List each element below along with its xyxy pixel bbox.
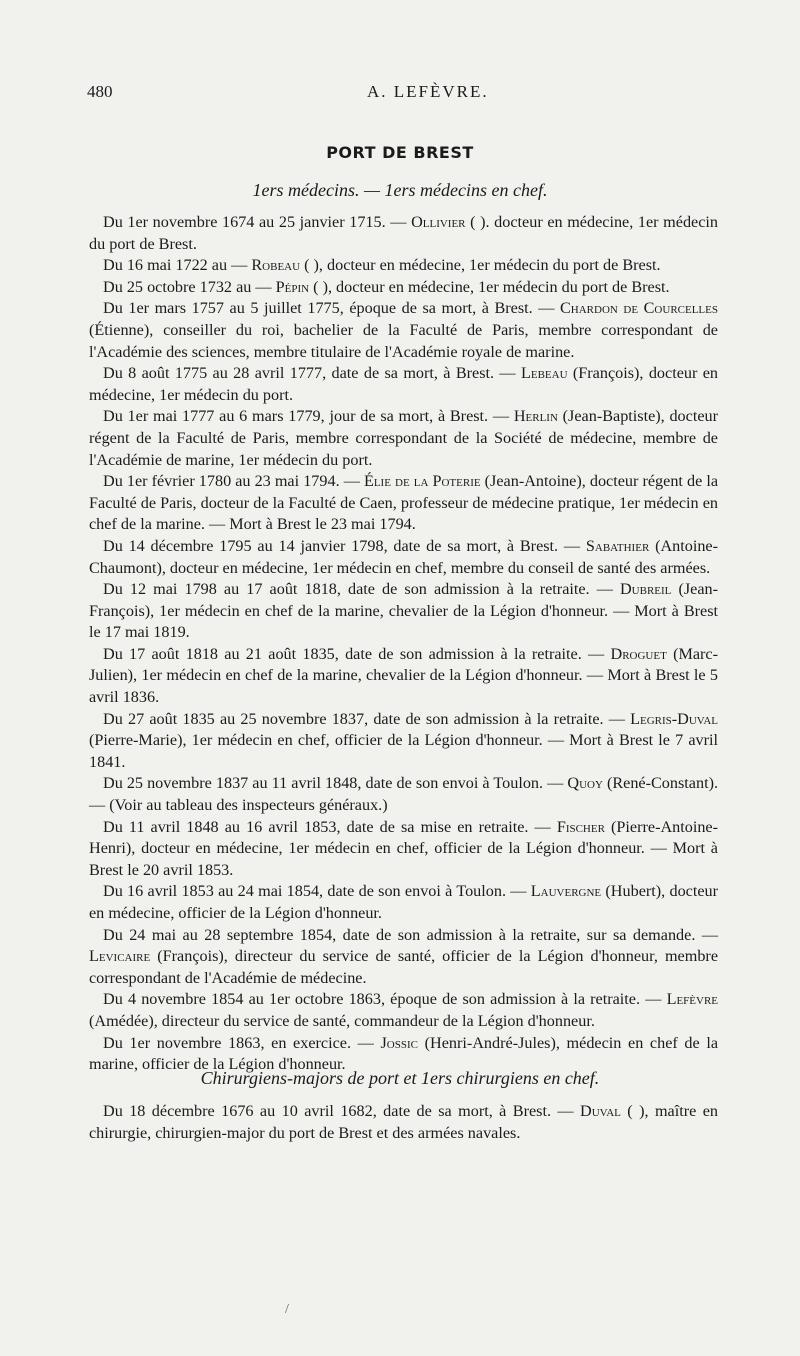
entry-date: Du 16 avril 1853 au 24 mai 1854, date de son envoi à Toulon.	[103, 882, 506, 901]
entry-name: Fischer	[556, 817, 605, 836]
entry-date: Du 1er novembre 1863, en exercice.	[103, 1033, 352, 1052]
list-item: Du 18 décembre 1676 au 10 avril 1682, date de sa mort, à Brest. — Duval ( ), maître en chirurgie, chirurgien-major du port de Brest et des armées navales.	[89, 1102, 719, 1142]
entry-text: (François), docteur en médecine, 1er médecin du port.	[89, 364, 718, 404]
entry-date: Du 17 août 1818 au 21 août 1835, date de son admission à la retraite.	[103, 644, 582, 663]
entry-name: Legris-Duval	[630, 709, 718, 728]
entry-name: Robeau	[251, 256, 301, 275]
entry-name: Lefèvre	[666, 990, 719, 1009]
subtitle-physicians: 1ers médecins. — 1ers médecins en chef.	[252, 180, 548, 200]
entry-name: Ollivier	[411, 213, 466, 231]
list-item: Du 1er mai 1777 au 6 mars 1779, jour de sa mort, à Brest. — Herlin (Jean-Baptiste), docteur régent de la Faculté de Paris, membre correspondant de la Société de médecine, membre de l'Académie de marine, 1er médecin du port.	[89, 407, 719, 469]
entry-text: (Amédée), directeur du service de santé, commandeur de la Légion d'honneur.	[89, 1011, 595, 1030]
entry-text: (François), directeur du service de santé, officier de la Légion d'honneur, membre correspondant de l'Académie de médecine.	[89, 947, 719, 987]
entry-name: Pépin	[275, 277, 310, 296]
entry-name: Lauvergne	[530, 882, 602, 901]
list-item: Du 4 novembre 1854 au 1er octobre 1863, époque de son admission à la retraite. — Lefèvre (Amédée), directeur du service de santé, commandeur de la Légion d'honneur.	[89, 990, 719, 1030]
running-head: A. LEFÈVRE.	[367, 82, 489, 101]
entry-date: Du 14 décembre 1795 au 14 janvier 1798, date de sa mort, à Brest.	[103, 536, 559, 555]
list-item: Du 25 octobre 1732 au — Pépin ( ), docteur en médecine, 1er médecin du port de Brest.	[103, 277, 670, 296]
entry-text: (Pierre-Marie), 1er médecin en chef, officier de la Légion d'honneur. — Mort à Brest le 7 avril 1841.	[89, 731, 718, 771]
entry-text: ( ). docteur en médecine, 1er médecin du port de Brest.	[89, 213, 718, 253]
entry-text: (Hubert), docteur en médecine, officier de la Légion d'honneur.	[89, 882, 719, 922]
entry-text: (Jean-Antoine), docteur régent de la Faculté de Paris, docteur de la Faculté de Caen, professeur de médecine pratique, 1er médecin en chef de la marine. — Mort à Brest le 23 mai 1794.	[89, 472, 719, 534]
entry-text: (Henri-André-Jules), médecin en chef de la marine, officier de la Légion d'honneur.	[89, 1033, 719, 1074]
section-title: PORT DE BREST	[326, 143, 474, 162]
list-item: Du 14 décembre 1795 au 14 janvier 1798, date de sa mort, à Brest. — Sabathier (Antoine-Chaumont), docteur en médecine, 1er médecin en chef, membre du conseil de santé des armées.	[89, 536, 719, 577]
entry-name: Droguet	[610, 644, 667, 663]
entry-text: ( ), docteur en médecine, 1er médecin du port de Brest.	[304, 256, 661, 275]
page-number: 480	[87, 82, 113, 101]
entry-name: Sabathier	[585, 536, 650, 555]
list-item: Du 25 novembre 1837 au 11 avril 1848, date de son envoi à Toulon. — Quoy (René-Constant). — (Voir au tableau des inspecteurs généraux.)	[89, 774, 719, 815]
entry-name: Herlin	[513, 407, 558, 426]
entry-text: (Jean-Baptiste), docteur régent de la Faculté de Paris, membre correspondant de la Société de médecine, membre de l'Académie de marine, 1er médecin du port.	[89, 407, 719, 469]
entry-date: Du 8 août 1775 au 28 avril 1777, date de sa mort, à Brest.	[103, 364, 495, 383]
list-item: Du 16 mai 1722 au — Robeau ( ), docteur en médecine, 1er médecin du port de Brest.	[103, 256, 661, 275]
entry-date: Du 11 avril 1848 au 16 avril 1853, date de sa mise en retraite.	[103, 817, 529, 836]
list-item: Du 1er novembre 1863, en exercice. — Jossic (Henri-André-Jules), médecin en chef de la marine, officier de la Légion d'honneur.	[89, 1033, 719, 1074]
entry-date: Du 1er novembre 1674 au 25 janvier 1715.	[103, 213, 386, 231]
entry-name: Élie de la Poterie	[363, 472, 481, 491]
entry-date: Du 4 novembre 1854 au 1er octobre 1863, époque de son admission à la retraite.	[103, 990, 641, 1009]
list-item: Du 1er mars 1757 au 5 juillet 1775, époque de sa mort, à Brest. — Chardon de Courcelles (Étienne), conseiller du roi, bachelier de la Faculté de Paris, membre correspondant de l'Académie des sciences, membre titulaire de l'Académie royale de marine.	[89, 299, 718, 361]
list-item: Du 12 mai 1798 au 17 août 1818, date de son admission à la retraite. — Dubreil (Jean-François), 1er médecin en chef de la marine, chevalier de la Légion d'honneur. — Mort à Brest le 17 mai 1819.	[89, 580, 719, 642]
entry-date: Du 1er mai 1777 au 6 mars 1779, jour de sa mort, à Brest.	[103, 407, 489, 426]
entry-text: ( ), docteur en médecine, 1er médecin du port de Brest.	[313, 277, 670, 296]
list-item: Du 17 août 1818 au 21 août 1835, date de son admission à la retraite. — Droguet (Marc-Julien), 1er médecin en chef de la marine, chevalier de la Légion d'honneur. — Mort à Brest le 5 avril 1836.	[89, 644, 719, 707]
list-item: Du 27 août 1835 au 25 novembre 1837, date de son admission à la retraite. — Legris-Duval (Pierre-Marie), 1er médecin en chef, officier de la Légion d'honneur. — Mort à Brest le 7 avril 1841.	[89, 709, 718, 771]
list-item: Du 11 avril 1848 au 16 avril 1853, date de sa mise en retraite. — Fischer (Pierre-Antoine-Henri), docteur en médecine, 1er médecin en chef, officier de la Légion d'honneur. — Mort à Brest le 20 avril 1853.	[89, 817, 719, 879]
list-item: Du 1er février 1780 au 23 mai 1794. — Élie de la Poterie (Jean-Antoine), docteur régent de la Faculté de Paris, docteur de la Faculté de Caen, professeur de médecine pratique, 1er médecin en chef de la marine. — Mort à Brest le 23 mai 1794.	[89, 472, 719, 534]
entry-date: Du 25 novembre 1837 au 11 avril 1848, date de son envoi à Toulon.	[103, 774, 544, 793]
entry-date: Du 24 mai au 28 septembre 1854, date de son admission à la retraite, sur sa demande.	[103, 925, 696, 944]
entry-text: (René-Constant). — (Voir au tableau des inspecteurs généraux.)	[89, 774, 719, 815]
entry-text: (Antoine-Chaumont), docteur en médecine, 1er médecin en chef, membre du conseil de santé des armées.	[89, 536, 719, 577]
entry-text: (Marc-Julien), 1er médecin en chef de la marine, chevalier de la Légion d'honneur. — Mort à Brest le 5 avril 1836.	[89, 644, 719, 707]
entry-text: ( ), maître en chirurgie, chirurgien-major du port de Brest et des armées navales.	[89, 1102, 719, 1142]
list-item: Du 24 mai au 28 septembre 1854, date de son admission à la retraite, sur sa demande. — Levicaire (François), directeur du service de santé, officier de la Légion d'honneur, membre correspondant de l'Académie de médecine.	[89, 925, 719, 987]
page-header	[87, 82, 740, 106]
entry-date: Du 1er mars 1757 au 5 juillet 1775, époque de sa mort, à Brest.	[103, 299, 533, 318]
entry-date: Du 12 mai 1798 au 17 août 1818, date de son admission à la retraite.	[103, 580, 590, 599]
surgeon-entries	[89, 1101, 718, 1144]
entry-date: Du 27 août 1835 au 25 novembre 1837, date de son admission à la retraite.	[103, 709, 604, 728]
entry-name: Jossic	[380, 1033, 418, 1052]
entry-name: Levicaire	[89, 947, 151, 966]
entry-name: Chardon de Courcelles	[560, 299, 718, 318]
entry-text: (Étienne), conseiller du roi, bachelier de la Faculté de Paris, membre correspondant de l'Académie des sciences, membre titulaire de l'Académie royale de marine.	[89, 320, 718, 361]
subtitle-surgeons: Chirurgiens-majors de port et 1ers chirurgiens en chef.	[200, 1068, 600, 1088]
list-item: Du 16 avril 1853 au 24 mai 1854, date de son envoi à Toulon. — Lauvergne (Hubert), docteur en médecine, officier de la Légion d'honneur.	[89, 882, 719, 922]
list-item: Du 1er novembre 1674 au 25 janvier 1715. — Ollivier ( ). docteur en médecine, 1er médecin du port de Brest.	[89, 213, 718, 253]
entry-name: Dubreil	[619, 580, 672, 599]
list-item: Du 8 août 1775 au 28 avril 1777, date de sa mort, à Brest. — Lebeau (François), docteur en médecine, 1er médecin du port.	[89, 364, 718, 404]
footer-mark: /	[285, 1302, 289, 1317]
entry-date: Du 16 mai 1722 au	[103, 256, 228, 275]
entry-date: Du 1er février 1780 au 23 mai 1794.	[103, 472, 340, 491]
entry-name: Duval	[580, 1102, 621, 1120]
entry-date: Du 25 octobre 1732 au	[103, 277, 252, 296]
entry-name: Lebeau	[520, 364, 568, 383]
entry-name: Quoy	[567, 774, 603, 793]
entry-text: (Jean-François), 1er médecin en chef de la marine, chevalier de la Légion d'honneur. — Mort à Brest le 17 mai 1819.	[89, 580, 719, 642]
physician-entries	[89, 212, 718, 1076]
entry-date: Du 18 décembre 1676 au 10 avril 1682, date de sa mort, à Brest.	[103, 1102, 552, 1120]
entry-text: (Pierre-Antoine-Henri), docteur en médecine, 1er médecin en chef, officier de la Légion d'honneur. — Mort à Brest le 20 avril 1853.	[89, 817, 719, 879]
